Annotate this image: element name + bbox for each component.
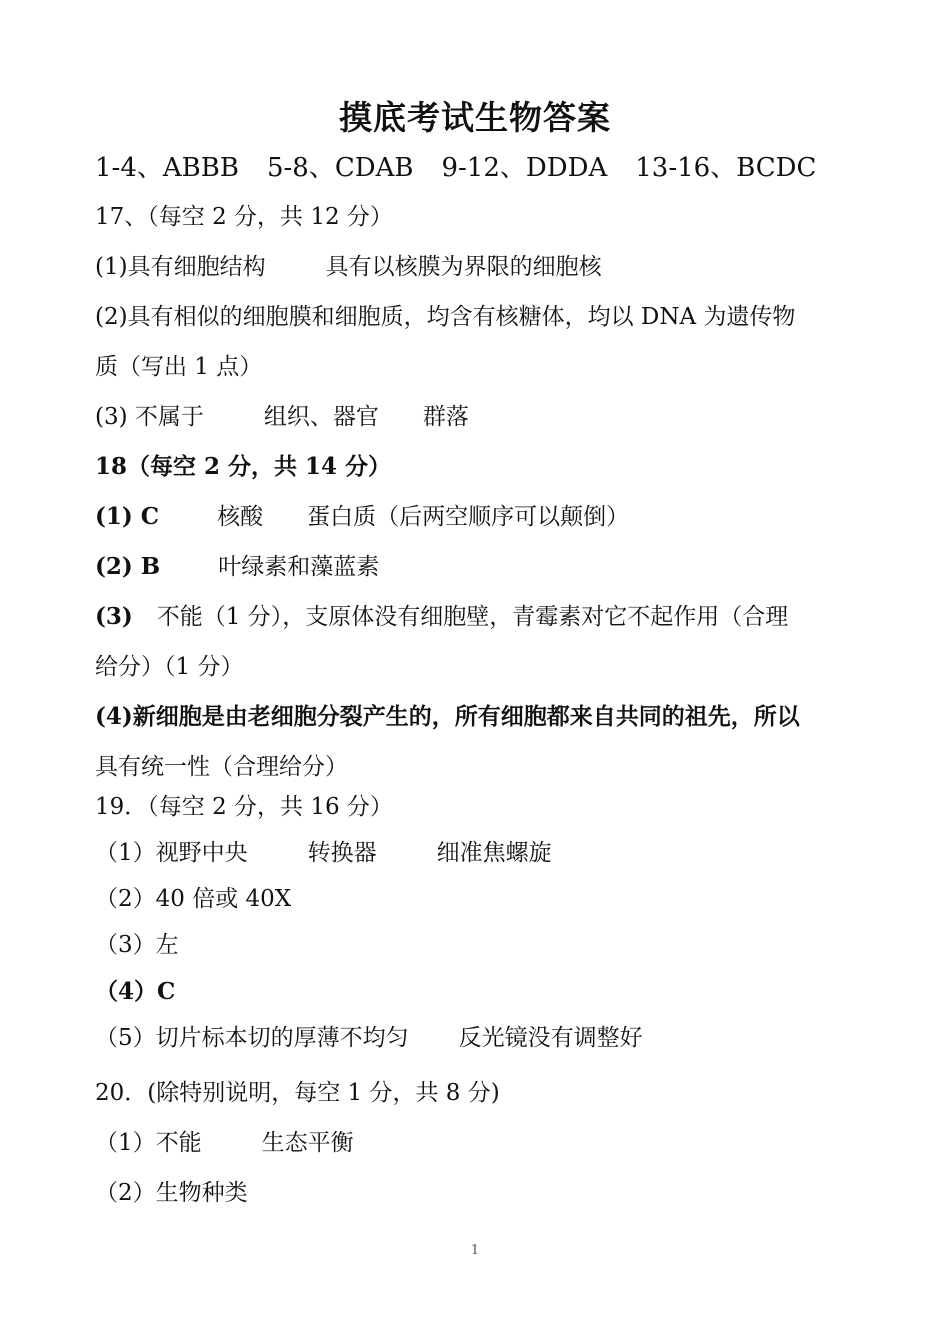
q19-header: 19．（每空 2 分，共 16 分）	[95, 794, 393, 820]
page-number: 1	[470, 1243, 480, 1258]
choice-answers-line	[95, 153, 816, 183]
q18-answer-1: (1) C 核酸 蛋白质（后两空顺序可以颠倒）	[95, 503, 630, 530]
q19-answer-3: （3）左	[95, 932, 179, 958]
q19-answer-2: （2）40 倍或 40X	[95, 886, 292, 912]
q19-answer-5: （5）切片标本切的厚薄不均匀 反光镜没有调整好	[95, 1025, 643, 1051]
q18-answer-3a: (3) 不能（1 分），支原体没有细胞壁，青霉素对它不起作用（合理	[95, 603, 789, 630]
q20-answer-1: （1）不能 生态平衡	[95, 1130, 354, 1156]
choice-group-4: 13-16、BCDC	[635, 153, 817, 183]
q19-answer-4: （4）C	[95, 978, 176, 1005]
q18-answer-3b: 给分）（1 分）	[95, 654, 244, 680]
q17-answer-3: (3) 不属于 组织、器官 群落	[95, 404, 469, 430]
q17-answer-2a: (2)具有相似的细胞膜和细胞质，均含有核糖体，均以 DNA 为遗传物	[95, 304, 796, 330]
q17-answer-2b: 质（写出 1 点）	[95, 354, 263, 380]
q20-answer-2: （2）生物种类	[95, 1180, 248, 1206]
q17-answer-1: (1)具有细胞结构 具有以核膜为界限的细胞核	[95, 254, 602, 280]
q20-header: 20．(除特别说明，每空 1 分，共 8 分)	[95, 1080, 500, 1106]
choice-group-2: 5-8、CDAB	[266, 153, 414, 183]
q17-header: 17、（每空 2 分，共 12 分）	[95, 204, 393, 230]
q18-answer-4a: (4)新细胞是由老细胞分裂产生的，所有细胞都来自共同的祖先，所以	[95, 703, 800, 730]
page-title: 摸底考试生物答案	[339, 98, 611, 137]
q19-answer-1: （1）视野中央 转换器 细准焦螺旋	[95, 840, 552, 866]
q18-answer-4b: 具有统一性（合理给分）	[95, 754, 348, 780]
q18-header: 18（每空 2 分，共 14 分）	[95, 453, 392, 480]
choice-group-3: 9-12、DDDA	[441, 153, 608, 183]
choice-group-1: 1-4、ABBB	[95, 153, 239, 183]
q18-answer-2: (2) B 叶绿素和藻蓝素	[95, 553, 380, 580]
